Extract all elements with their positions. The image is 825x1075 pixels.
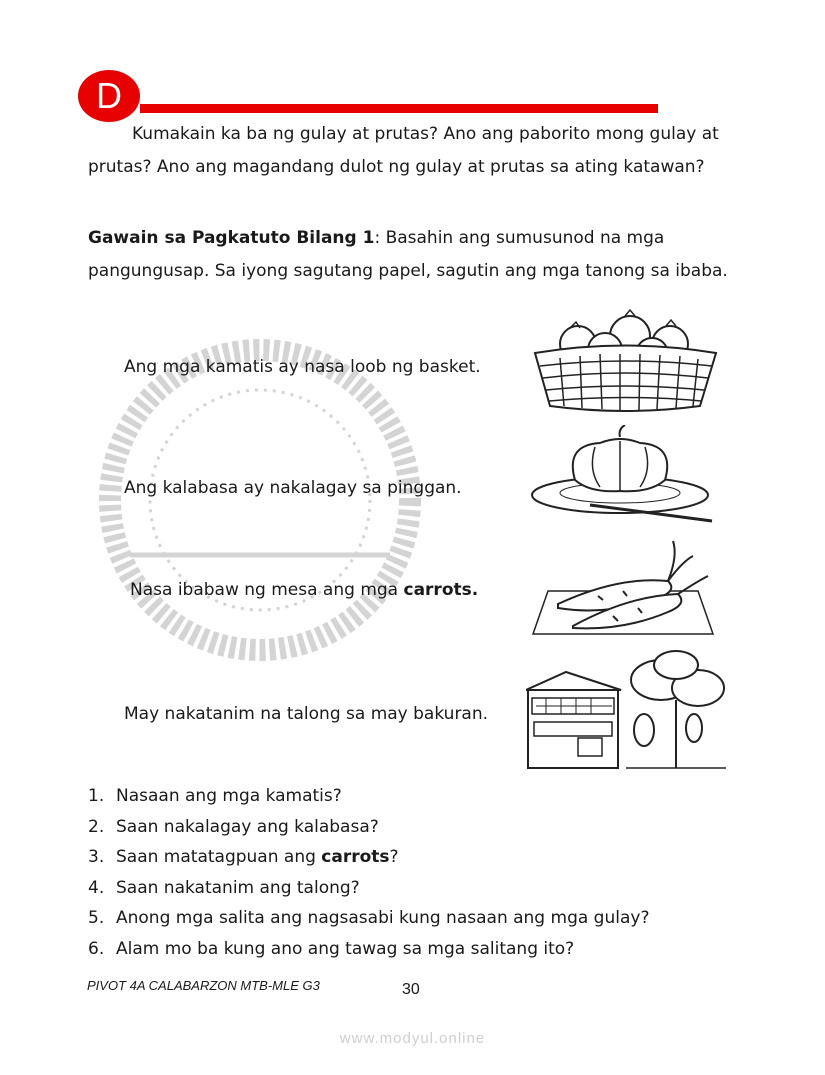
statement-1: Ang mga kamatis ay nasa loob ng basket. xyxy=(124,357,481,377)
question-item: 3. Saan matatagpuan ang carrots? xyxy=(88,847,399,867)
site-watermark: www.modyul.online xyxy=(339,1030,486,1047)
section-badge: D xyxy=(78,70,140,122)
statement-2: Ang kalabasa ay nakalagay sa pinggan. xyxy=(124,478,462,498)
footer-label: PIVOT 4A CALABARZON MTB-MLE G3 xyxy=(87,978,320,993)
statement-4: May nakatanim na talong sa may bakuran. xyxy=(124,704,489,724)
activity-instructions xyxy=(88,222,728,288)
page-number: 30 xyxy=(402,981,420,998)
intro-paragraph: Kumakain ka ba ng gulay at prutas? Ano ang paborito mong gulay at prutas? Ano ang magandang dulot ng gulay at prutas sa ating katawan? xyxy=(88,124,719,177)
eggplant-yard-icon xyxy=(526,650,726,770)
question-item: 6. Alam mo ba kung ano ang tawag sa mga salitang ito? xyxy=(88,938,575,959)
statement-3: Nasa ibabaw ng mesa ang mga carrots. xyxy=(130,580,479,600)
question-item: 2. Saan nakalagay ang kalabasa? xyxy=(88,816,379,837)
activity-text: Basahin ang sumusunod na mga pangungusap. Sa iyong sagutang papel, sagutin ang mga tanong sa ibaba. xyxy=(88,228,728,281)
question-list xyxy=(88,786,768,969)
section-divider xyxy=(140,104,658,113)
activity-separator: : xyxy=(374,228,381,248)
seal-watermark xyxy=(80,330,440,710)
tomato-basket-icon xyxy=(530,308,720,413)
question-item: 1. Nasaan ang mga kamatis? xyxy=(88,786,342,806)
carrots-table-icon xyxy=(528,536,718,641)
activity-title: Gawain sa Pagkatuto Bilang 1 xyxy=(88,228,375,248)
question-item: 4. Saan nakatanim ang talong? xyxy=(88,877,360,898)
squash-plate-icon xyxy=(530,425,720,525)
question-item: 5. Anong mga salita ang nagsasabi kung nasaan ang mga gulay? xyxy=(88,908,650,928)
